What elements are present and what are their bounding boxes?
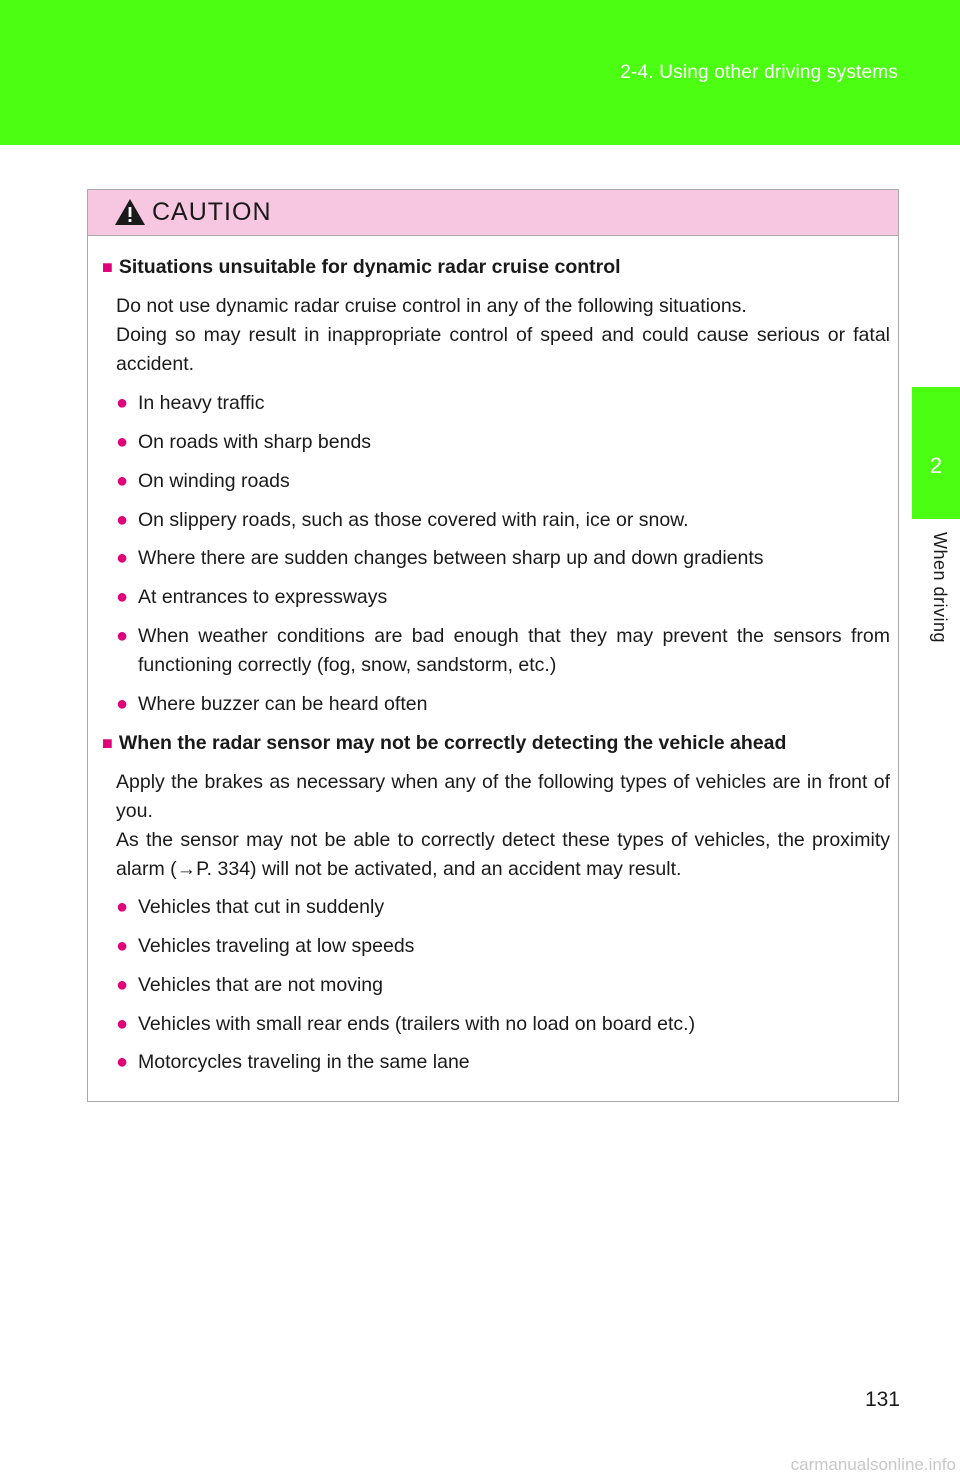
paragraph: Doing so may result in inappropriate control of speed and could cause serious or fatal accident.	[116, 324, 890, 375]
paragraph: Apply the brakes as necessary when any of the following types of vehicles are in front of you.	[116, 771, 890, 822]
circle-bullet-icon: ●	[116, 586, 129, 608]
circle-bullet-icon: ●	[116, 896, 129, 918]
list-item: ● Vehicles that cut in suddenly	[116, 893, 890, 922]
circle-bullet-icon: ●	[116, 693, 129, 715]
list-item: ● Where buzzer can be heard often	[116, 690, 890, 719]
watermark: carmanualsonline.info	[790, 1455, 956, 1474]
list-item: ● On roads with sharp bends	[116, 428, 890, 457]
list-item: ● At entrances to expressways	[116, 583, 890, 612]
list-item: ● Vehicles traveling at low speeds	[116, 932, 890, 961]
caution-header	[88, 190, 898, 236]
caution-box	[87, 189, 899, 1102]
circle-bullet-icon: ●	[116, 1013, 129, 1035]
list-item: ● On slippery roads, such as those covered with rain, ice or snow.	[116, 506, 890, 535]
warning-triangle-icon	[114, 198, 146, 226]
circle-bullet-icon: ●	[116, 974, 129, 996]
page-number: 131	[864, 1388, 900, 1411]
list-item: ● Where there are sudden changes between sharp up and down gradients	[116, 544, 890, 573]
list-item: ● Vehicles that are not moving	[116, 971, 890, 1000]
circle-bullet-icon: ●	[116, 392, 129, 414]
paragraph: Do not use dynamic radar cruise control in any of the following situations.	[116, 295, 747, 317]
chapter-tab-label: When driving	[930, 532, 950, 644]
chapter-tab[interactable]	[912, 387, 960, 519]
caution-title: CAUTION	[152, 198, 272, 226]
chapter-tab-number: 2	[929, 453, 943, 478]
list-item: ● When weather conditions are bad enough that they may prevent the sensors from functioning correctly (fog, snow, sandstorm, etc.)	[116, 622, 890, 680]
section-heading: ■ When the radar sensor may not be correctly detecting the vehicle ahead	[102, 732, 787, 754]
section-title: 2-4. Using other driving systems	[620, 62, 898, 83]
list-item: ● On winding roads	[116, 467, 890, 496]
circle-bullet-icon: ●	[116, 509, 129, 531]
circle-bullet-icon: ●	[116, 935, 129, 957]
square-bullet-icon: ■	[102, 733, 113, 753]
list-item: ● Motorcycles traveling in the same lane	[116, 1048, 890, 1077]
circle-bullet-icon: ●	[116, 547, 129, 569]
paragraph: As the sensor may not be able to correctly detect these types of vehicles, the proximity alarm (→P. 334) will not be activated, and an accident may result.	[116, 829, 890, 880]
list-item: ● Vehicles with small rear ends (trailers with no load on board etc.)	[116, 1010, 890, 1039]
circle-bullet-icon: ●	[116, 431, 129, 453]
section-heading: ■ Situations unsuitable for dynamic radar cruise control	[102, 256, 621, 278]
header-band	[0, 0, 960, 145]
square-bullet-icon: ■	[102, 257, 113, 277]
list-item: ● In heavy traffic	[116, 389, 890, 418]
circle-bullet-icon: ●	[116, 625, 129, 647]
circle-bullet-icon: ●	[116, 470, 129, 492]
circle-bullet-icon: ●	[116, 1051, 129, 1073]
